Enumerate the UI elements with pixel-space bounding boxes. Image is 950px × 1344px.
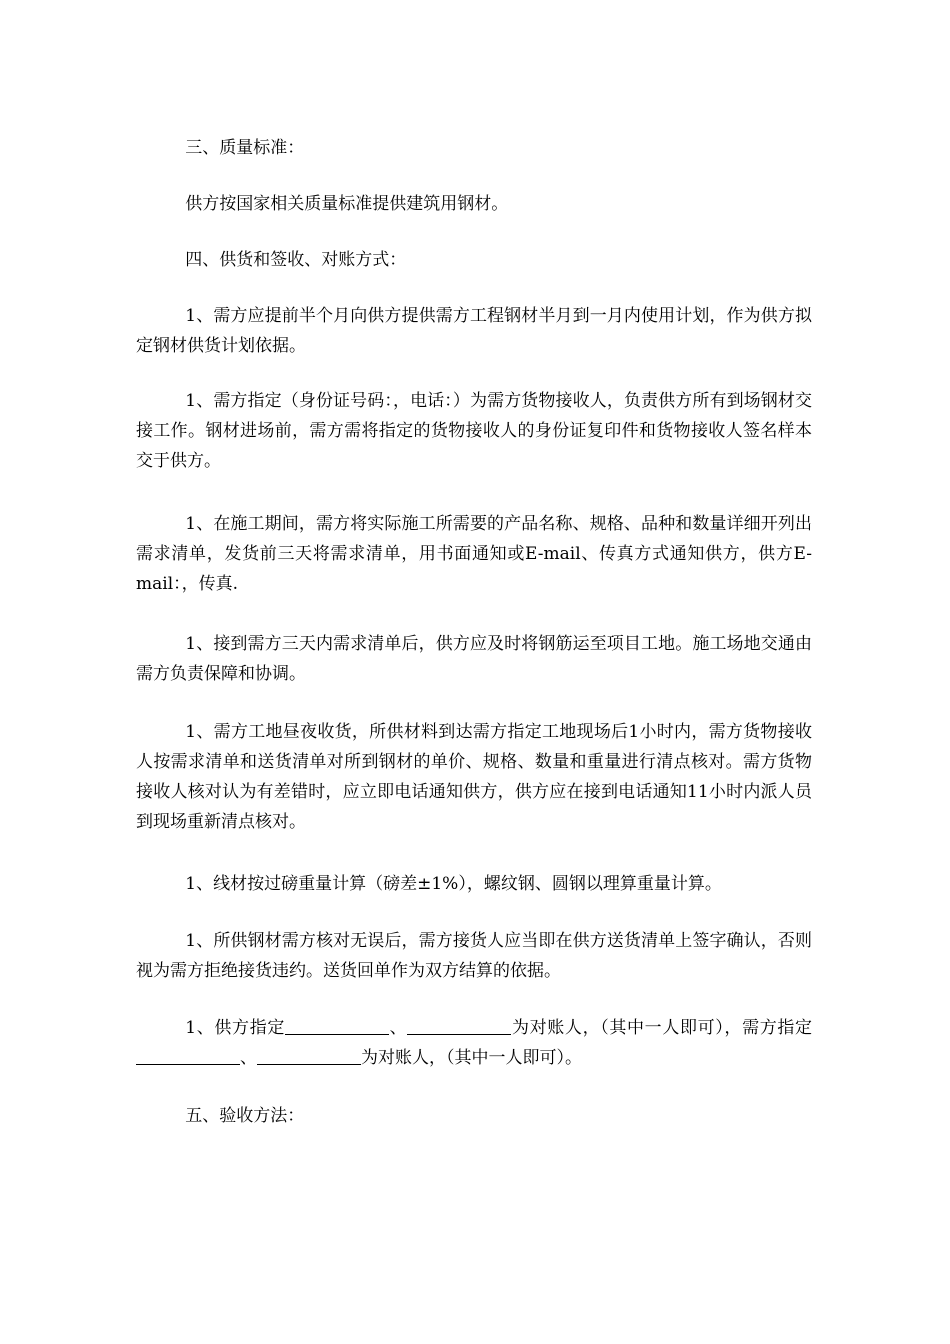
section-heading-acceptance: 五、验收方法： [185, 1106, 305, 1126]
paragraph-quality-standard: 供方按国家相关质量标准提供建筑用钢材。 [185, 194, 509, 214]
paragraph-delivery: 1、接到需方三天内需求清单后，供方应及时将钢筋运至项目工地。施工场地交通由需方负责保障和协调。 [136, 634, 812, 684]
paragraph-receiving-check: 1、需方工地昼夜收货，所供材料到达需方指定工地现场后1小时内，需方货物接收人按需求清单和送货清单对所到钢材的单价、规格、数量和重量进行清点核对。需方货物接收人核对认为有差错时，应立即电话通知供方，供方应在接到电话通知11小时内派人员到现场重新清点核对。 [136, 722, 812, 832]
paragraph-receiver: 1、需方指定（身份证号码：，电话：）为需方货物接收人，负责供方所有到场钢材交接工作。钢材进场前，需方需将指定的货物接收人的身份证复印件和货物接收人签名样本交于供方。 [136, 391, 812, 471]
paragraph-confirmation: 1、所供钢材需方核对无误后，需方接货人应当即在供方送货清单上签字确认，否则视为需方拒绝接货违约。送货回单作为双方结算的依据。 [136, 931, 812, 981]
reconcile-buyer-label: 需方指定 [742, 1018, 813, 1038]
supplier-reconciler-blank-2 [407, 1016, 511, 1035]
separator: 、 [240, 1048, 257, 1068]
paragraph-weight-calc: 1、线材按过磅重量计算（磅差±1%），螺纹钢、圆钢以理算重量计算。 [185, 874, 722, 894]
reconcile-buyer-suffix: 为对账人，（其中一人即可）。 [361, 1048, 582, 1068]
reconcile-supplier-suffix: 为对账人，（其中一人即可）， [511, 1018, 743, 1038]
reconcile-supplier-label: 1、供方指定 [185, 1018, 286, 1038]
paragraph-reconcile [136, 1013, 812, 1073]
section-heading-quality: 三、质量标准： [185, 138, 305, 158]
supplier-reconciler-blank-1 [285, 1016, 389, 1035]
paragraph-demand-list: 1、在施工期间，需方将实际施工所需要的产品名称、规格、品种和数量详细开列出需求清单，发货前三天将需求清单，用书面通知或E-mail、传真方式通知供方，供方E-mail：，传真. [136, 514, 812, 594]
paragraph-supply-plan: 1、需方应提前半个月向供方提供需方工程钢材半月到一月内使用计划，作为供方拟定钢材供货计划依据。 [136, 306, 812, 356]
section-heading-supply: 四、供货和签收、对账方式： [185, 250, 407, 270]
separator: 、 [389, 1018, 408, 1038]
buyer-reconciler-blank-2 [257, 1046, 361, 1065]
buyer-reconciler-blank-1 [136, 1046, 240, 1065]
